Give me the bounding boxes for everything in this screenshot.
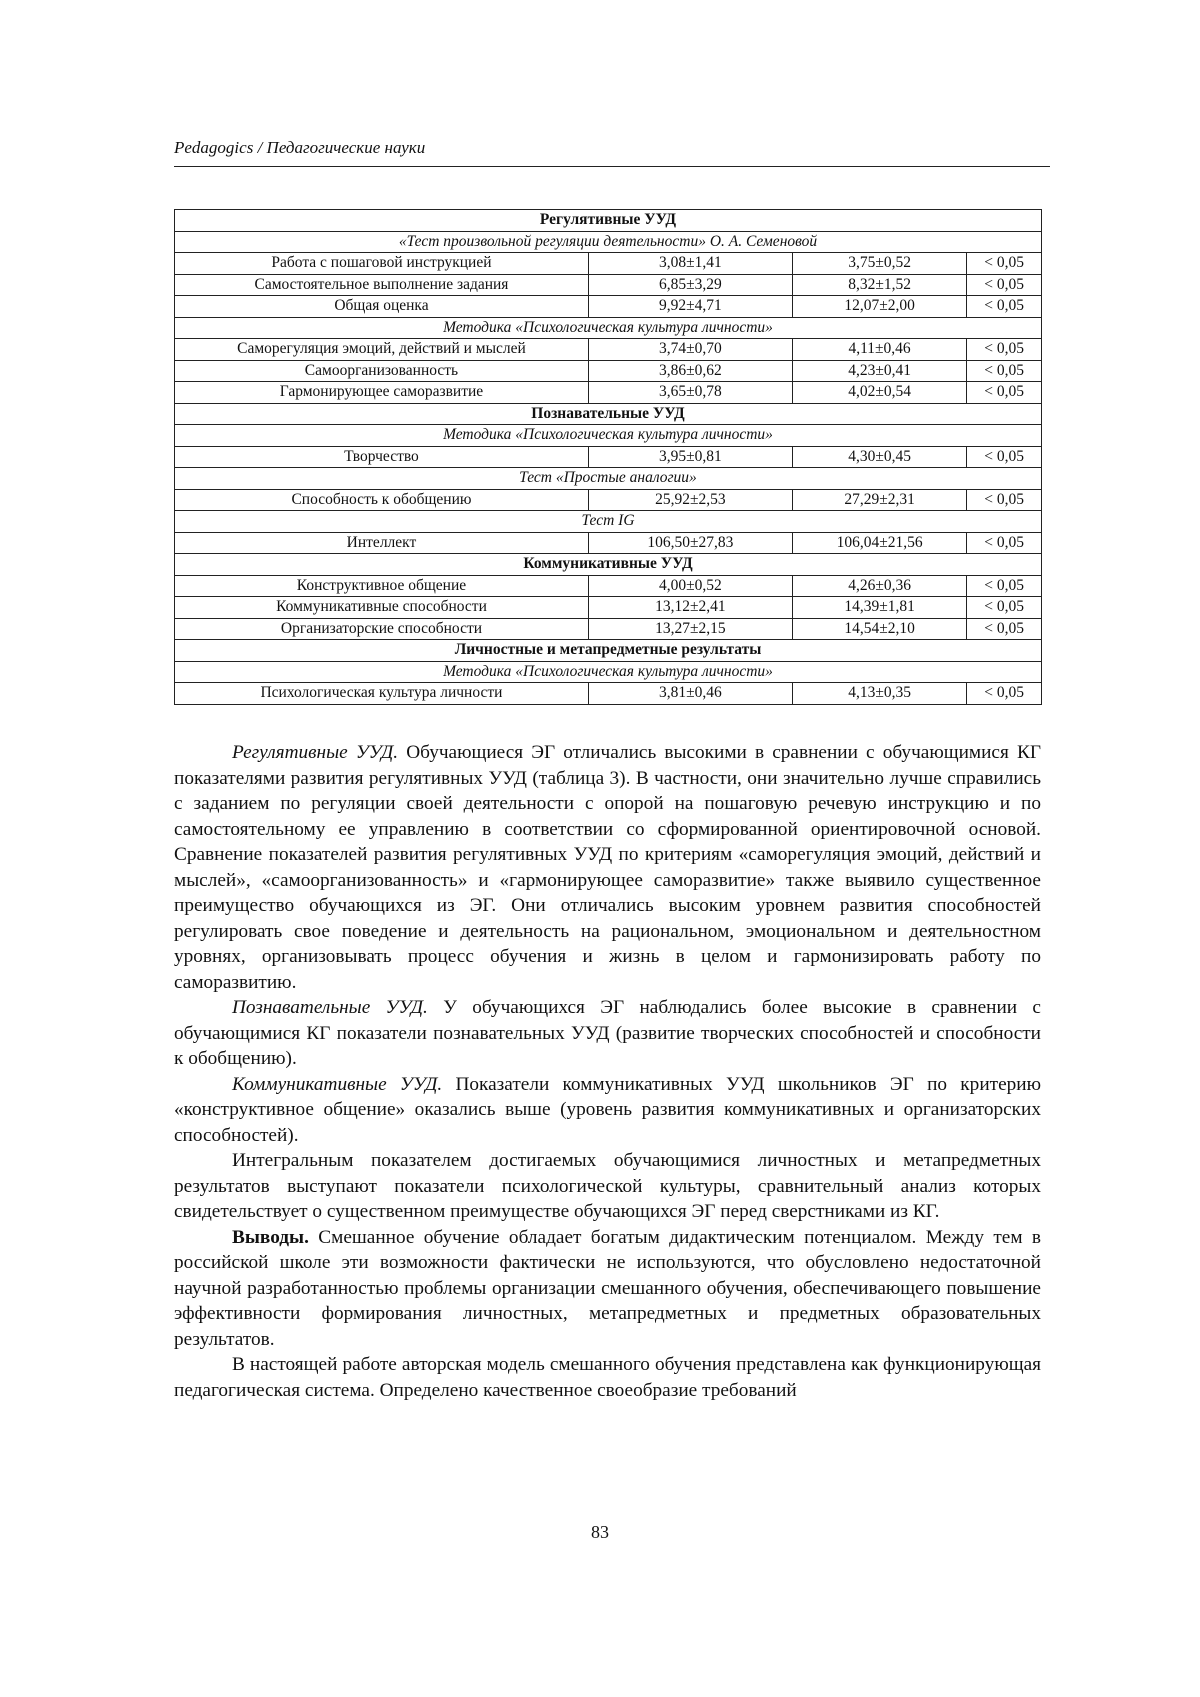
paragraph-lead: Регулятивные УУД. bbox=[232, 742, 399, 763]
row-label: Способность к обобщению bbox=[175, 489, 589, 511]
section-row bbox=[175, 640, 1042, 662]
table-row bbox=[175, 532, 1042, 554]
table-row bbox=[175, 274, 1042, 296]
value-cell: 13,12±2,41 bbox=[588, 597, 792, 619]
section-row bbox=[175, 210, 1042, 232]
value-cell: 4,00±0,52 bbox=[588, 575, 792, 597]
value-cell: 3,86±0,62 bbox=[588, 360, 792, 382]
value-cell: 4,23±0,41 bbox=[792, 360, 966, 382]
method-row bbox=[175, 511, 1042, 533]
value-cell: 3,75±0,52 bbox=[792, 253, 966, 275]
value-cell: 3,65±0,78 bbox=[588, 382, 792, 404]
page-number: 83 bbox=[591, 1522, 609, 1542]
value-cell: 25,92±2,53 bbox=[588, 489, 792, 511]
method-heading: Методика «Психологическая культура личности» bbox=[175, 425, 1042, 447]
paragraph-lead: Коммуникативные УУД. bbox=[232, 1073, 443, 1095]
p-value-cell: < 0,05 bbox=[967, 339, 1042, 361]
method-row bbox=[175, 317, 1042, 339]
row-label: Общая оценка bbox=[175, 296, 589, 318]
paragraph-lead: Познавательные УУД. bbox=[232, 997, 428, 1018]
paragraph-text: Смешанное обучение обладает богатым дидактическим потенциалом. Между тем в российской школе эти возможности фактически не используются, что обусловлено недостаточной научной разработанностью проблемы организации смешанного обучения, обеспечивающего повышение эффективности формирования личностных, метапредметных и предметных образовательных результатов. bbox=[174, 1226, 1041, 1350]
method-row bbox=[175, 661, 1042, 683]
value-cell: 106,04±21,56 bbox=[792, 532, 966, 554]
row-label: Самостоятельное выполнение задания bbox=[175, 274, 589, 296]
method-row bbox=[175, 425, 1042, 447]
value-cell: 13,27±2,15 bbox=[588, 618, 792, 640]
row-label: Конструктивное общение bbox=[175, 575, 589, 597]
section-heading: Познавательные УУД bbox=[175, 403, 1042, 425]
method-heading: «Тест произвольной регуляции деятельности» О. А. Семеновой bbox=[175, 231, 1042, 253]
table-row bbox=[175, 446, 1042, 468]
paragraph-lead: Выводы. bbox=[232, 1226, 309, 1248]
row-label: Гармонирующее саморазвитие bbox=[175, 382, 589, 404]
table-row bbox=[175, 597, 1042, 619]
table-row bbox=[175, 253, 1042, 275]
paragraph-regulative bbox=[174, 740, 1041, 995]
value-cell: 9,92±4,71 bbox=[588, 296, 792, 318]
paragraph-text: Показатели коммуникативных УУД школьников ЭГ по критерию «конструктивное общение» оказались выше (уровень развития коммуникативных и организаторских способностей). bbox=[174, 1073, 1041, 1146]
value-cell: 4,11±0,46 bbox=[792, 339, 966, 361]
value-cell: 14,54±2,10 bbox=[792, 618, 966, 640]
table-row bbox=[175, 339, 1042, 361]
row-label: Саморегуляция эмоций, действий и мыслей bbox=[175, 339, 589, 361]
p-value-cell: < 0,05 bbox=[967, 489, 1042, 511]
p-value-cell: < 0,05 bbox=[967, 575, 1042, 597]
paragraph-text: У обучающихся ЭГ наблюдались более высокие в сравнении с обучающимися КГ показатели познавательных УУД (развитие творческих способностей и способности к обобщению). bbox=[174, 997, 1041, 1069]
results-table-body bbox=[175, 210, 1042, 705]
results-table bbox=[174, 209, 1042, 705]
row-label: Психологическая культура личности bbox=[175, 683, 589, 705]
section-heading: Регулятивные УУД bbox=[175, 210, 1042, 232]
table-row bbox=[175, 296, 1042, 318]
value-cell: 106,50±27,83 bbox=[588, 532, 792, 554]
method-heading: Тест IG bbox=[175, 511, 1042, 533]
p-value-cell: < 0,05 bbox=[967, 274, 1042, 296]
row-label: Самоорганизованность bbox=[175, 360, 589, 382]
method-heading: Тест «Простые аналогии» bbox=[175, 468, 1042, 490]
value-cell: 27,29±2,31 bbox=[792, 489, 966, 511]
p-value-cell: < 0,05 bbox=[967, 253, 1042, 275]
value-cell: 12,07±2,00 bbox=[792, 296, 966, 318]
value-cell: 4,13±0,35 bbox=[792, 683, 966, 705]
value-cell: 3,81±0,46 bbox=[588, 683, 792, 705]
p-value-cell: < 0,05 bbox=[967, 296, 1042, 318]
paragraph-cognitive bbox=[174, 995, 1041, 1072]
table-row bbox=[175, 382, 1042, 404]
value-cell: 4,26±0,36 bbox=[792, 575, 966, 597]
method-row bbox=[175, 468, 1042, 490]
value-cell: 3,08±1,41 bbox=[588, 253, 792, 275]
section-row bbox=[175, 403, 1042, 425]
section-row bbox=[175, 554, 1042, 576]
p-value-cell: < 0,05 bbox=[967, 683, 1042, 705]
section-heading: Коммуникативные УУД bbox=[175, 554, 1042, 576]
method-heading: Методика «Психологическая культура личности» bbox=[175, 661, 1042, 683]
method-row bbox=[175, 231, 1042, 253]
table-row bbox=[175, 360, 1042, 382]
p-value-cell: < 0,05 bbox=[967, 446, 1042, 468]
running-header: Pedagogics / Педагогические науки bbox=[174, 138, 426, 157]
value-cell: 3,95±0,81 bbox=[588, 446, 792, 468]
table-row bbox=[175, 575, 1042, 597]
table-row bbox=[175, 683, 1042, 705]
table-row bbox=[175, 489, 1042, 511]
paragraph-text: Обучающиеся ЭГ отличались высокими в сравнении с обучающимися КГ показателями развития регулятивных УУД (таблица 3). В частности, они значительно лучше справились с заданием по регуляции своей деятельности с опорой на пошаговую речевую инструкцию и по самостоятельному ее управлению в соответствии со сформированной ориентировочной основой. Сравнение показателей развития регулятивных УУД по критериям «саморегуляция эмоций, действий и мыслей», «самоорганизованность» и «гармонирующее саморазвитие» также выявило существенное преимущество обучающихся из ЭГ. Они отличались высоким уровнем развития способностей регулировать свое поведение и деятельность на рациональном, эмоциональном и деятельностном уровнях, организовывать процесс обучения и жизнь в целом и гармонизировать работу по саморазвитию. bbox=[174, 742, 1041, 993]
row-label: Организаторские способности bbox=[175, 618, 589, 640]
row-label: Коммуникативные способности bbox=[175, 597, 589, 619]
table-row bbox=[175, 618, 1042, 640]
method-heading: Методика «Психологическая культура личности» bbox=[175, 317, 1042, 339]
p-value-cell: < 0,05 bbox=[967, 382, 1042, 404]
p-value-cell: < 0,05 bbox=[967, 532, 1042, 554]
value-cell: 4,02±0,54 bbox=[792, 382, 966, 404]
paragraph-communicative bbox=[174, 1072, 1041, 1149]
row-label: Творчество bbox=[175, 446, 589, 468]
value-cell: 6,85±3,29 bbox=[588, 274, 792, 296]
paragraph-model: В настоящей работе авторская модель смешанного обучения представлена как функционирующая педагогическая система. Определено качественное своеобразие требований bbox=[174, 1354, 1041, 1401]
paragraph-conclusions bbox=[174, 1225, 1041, 1353]
row-label: Работа с пошаговой инструкцией bbox=[175, 253, 589, 275]
value-cell: 8,32±1,52 bbox=[792, 274, 966, 296]
section-heading: Личностные и метапредметные результаты bbox=[175, 640, 1042, 662]
header-rule bbox=[174, 166, 1050, 167]
row-label: Интеллект bbox=[175, 532, 589, 554]
p-value-cell: < 0,05 bbox=[967, 597, 1042, 619]
value-cell: 14,39±1,81 bbox=[792, 597, 966, 619]
paragraph-integral: Интегральным показателем достигаемых обучающимися личностных и метапредметных результатов выступают показатели психологической культуры, сравнительный анализ которых свидетельствует о существенном преимуществе обучающихся ЭГ перед сверстниками из КГ. bbox=[174, 1150, 1041, 1222]
value-cell: 3,74±0,70 bbox=[588, 339, 792, 361]
p-value-cell: < 0,05 bbox=[967, 360, 1042, 382]
value-cell: 4,30±0,45 bbox=[792, 446, 966, 468]
body-text bbox=[174, 740, 1041, 1403]
p-value-cell: < 0,05 bbox=[967, 618, 1042, 640]
